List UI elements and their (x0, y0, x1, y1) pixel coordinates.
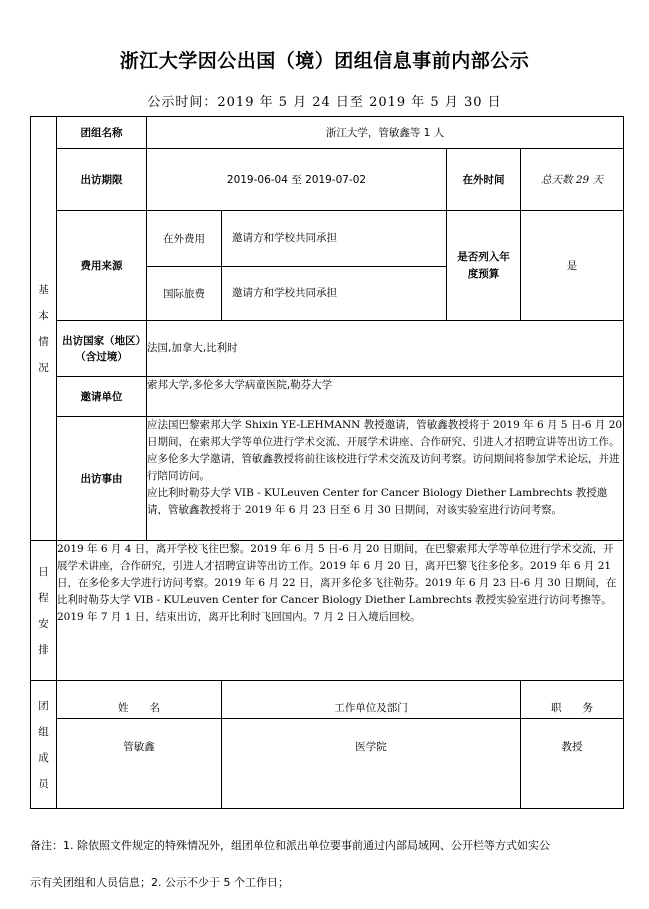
reason-value (147, 417, 624, 541)
fee-abroad-value: 邀请方和学校共同承担 (232, 232, 337, 244)
member-department: 医学院 (222, 719, 521, 809)
member-name: 管敏鑫 (57, 719, 222, 809)
group-name-value: 浙江大学，管敏鑫等 1 人 (147, 117, 624, 149)
reason-paragraph: 应多伦多大学邀请，管敏鑫教授将前往该校进行学术交流及访问考察。访问期间将参加学术论坛，并进行陪同访问。 (147, 453, 620, 482)
fee-travel-label: 国际旅费 (147, 267, 222, 321)
page-title: 浙江大学因公出国（境）团组信息事前内部公示 (119, 50, 530, 72)
reason-paragraph: 应法国巴黎索邦大学 Shixin YE-LEHMANN 教授邀请，管敏鑫教授将于 2019 年 6 月 5 日-6 月 20 日期间，在索邦大学等单位进行学术交流、开展学术讲座、合作研究、引进人才招聘宣讲等出访工作。 (147, 419, 623, 448)
fee-source-label: 费用来源 (57, 211, 147, 321)
inviter-value: 索邦大学,多伦多大学病童医院,勒芬大学 (147, 377, 624, 417)
reason-label: 出访事由 (57, 417, 147, 541)
member-header-name: 姓 名 (57, 681, 222, 719)
inviter-label: 邀请单位 (57, 377, 147, 417)
time-abroad-value: 总天数 29 天 (521, 149, 624, 211)
note-line-2: 示有关团组和人员信息；2. 公示不少于 5 个工作日； (30, 876, 289, 889)
member-row (31, 719, 624, 809)
schedule-text: 2019 年 6 月 4 日，离开学校飞往巴黎。2019 年 6 月 5 日-6 月 20 日期间，在巴黎索邦大学等单位进行学术交流，开展学术讲座，合作研究，引进人才招聘宣讲等出访工作。2019 年 6 月 20 日，离开巴黎飞往多伦多。2019 年 6 月 21 日，在多伦多大学进行访问考察。2019 年 6 月 22 日，离开多伦多飞往勒芬。2019 年 6 月 23 日-6 月 30 日期间，在比利时勒芬大学 VIB - KULeuven Center for Cancer Biology Diether Lambrechts 教授实验室进行访问考擦等。2019 年 7 月 1 日，结束出访，离开比利时飞回国内。7 月 2 日入境后回校。 (57, 541, 624, 681)
visit-period-value: 2019-06-04 至 2019-07-02 (147, 149, 447, 211)
budget-value: 是 (521, 211, 624, 321)
member-header-department: 工作单位及部门 (222, 681, 521, 719)
member-header-position: 职 务 (521, 681, 624, 719)
reason-paragraph: 应比利时勒芬大学 VIB - KULeuven Center for Cancer Biology Diether Lambrechts 教授邀请，管敏鑫教授将于 2019 年 6 月 23 日至 6 月 30 日期间，对该实验室进行访问考察。 (147, 487, 608, 516)
info-table (30, 116, 624, 809)
note-line-1: 备注：1. 除依照文件规定的特殊情况外，组团单位和派出单位要事前通过内部局域网、公开栏等方式如实公 (30, 839, 550, 852)
fee-abroad-label: 在外费用 (147, 211, 222, 267)
member-position: 教授 (521, 719, 624, 809)
time-abroad-label: 在外时间 (447, 149, 521, 211)
countries-value: 法国,加拿大,比利时 (147, 321, 624, 377)
fee-travel-value: 邀请方和学校共同承担 (232, 287, 337, 299)
section-members: 团组成员 (31, 681, 57, 809)
section-schedule: 日程安排 (31, 541, 57, 681)
group-name-label: 团组名称 (57, 117, 147, 149)
section-basic-info: 基本情况 (31, 117, 57, 541)
budget-label: 是否列入年度预算 (457, 250, 510, 280)
countries-label: 出访国家（地区）（含过境） (62, 334, 141, 363)
visit-period-label: 出访期限 (57, 149, 147, 211)
announcement-period: 公示时间：2019 年 5 月 24 日至 2019 年 5 月 30 日 (147, 95, 502, 110)
